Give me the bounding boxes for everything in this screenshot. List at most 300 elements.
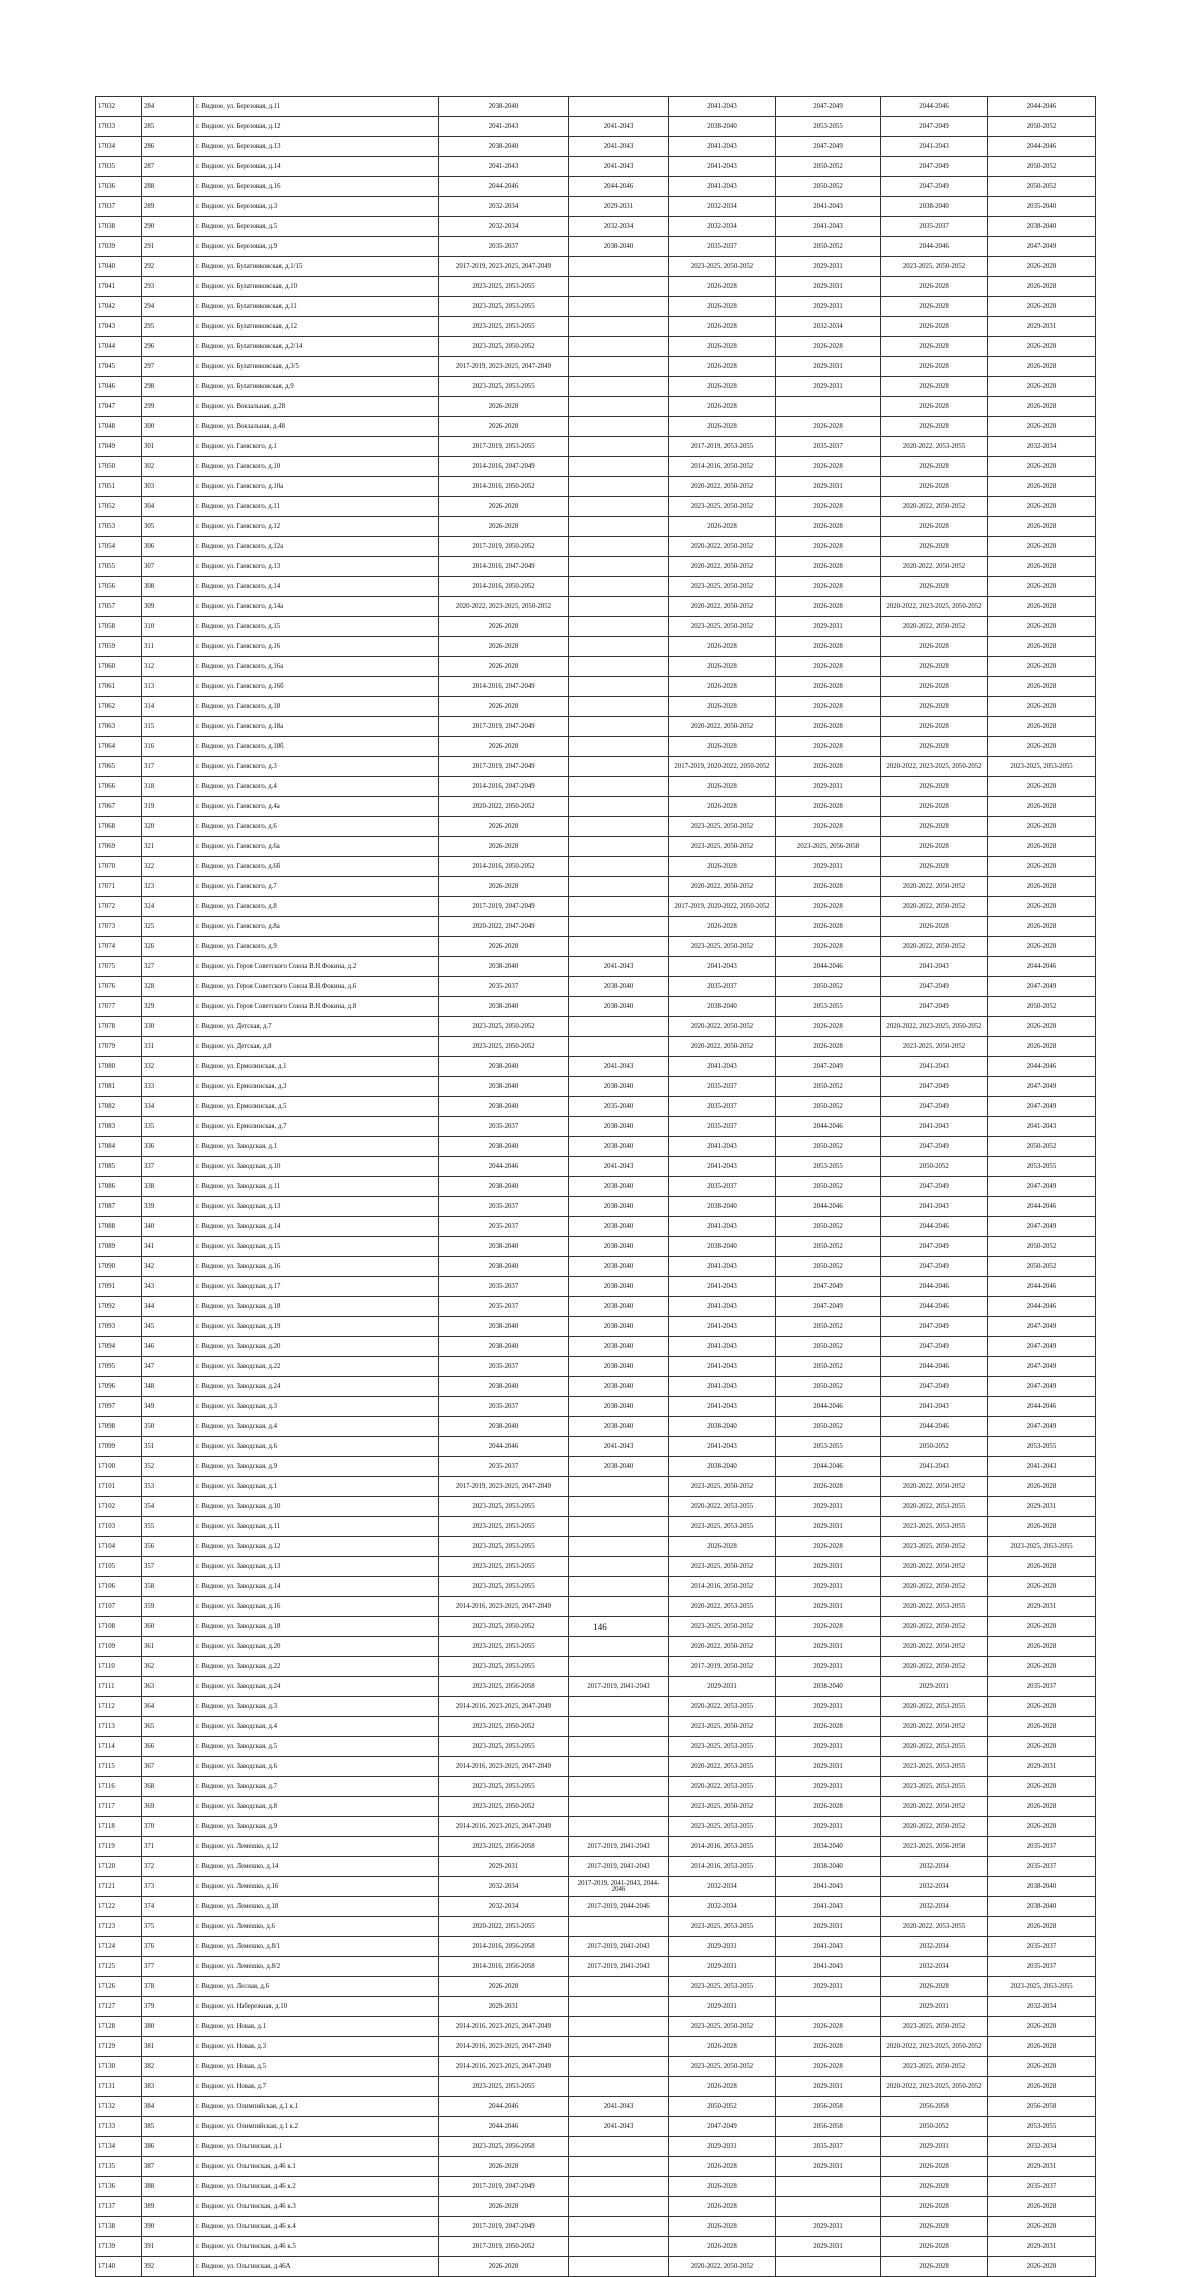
- cell-record-id: 17075: [96, 957, 142, 977]
- cell-row-number: 361: [142, 1637, 194, 1657]
- cell-period-1: 2038-2040: [439, 1337, 569, 1357]
- cell-row-number: 381: [142, 2037, 194, 2057]
- cell-address: г. Видное, ул. Булатниковская, д.9: [194, 377, 439, 397]
- cell-period-1: 2014-2016, 2023-2025, 2047-2049: [439, 1757, 569, 1777]
- cell-period-4: 2026-2028: [776, 1477, 881, 1497]
- table-row: [96, 1037, 1096, 1057]
- cell-period-3: 2041-2043: [669, 1377, 776, 1397]
- cell-period-1: 2026-2028: [439, 497, 569, 517]
- cell-period-5: 2026-2028: [881, 797, 988, 817]
- cell-period-1: 2014-2016, 2047-2049: [439, 457, 569, 477]
- table-row: [96, 1077, 1096, 1097]
- cell-period-2: [569, 2197, 669, 2217]
- table-row: [96, 997, 1096, 1017]
- cell-period-3: 2026-2028: [669, 777, 776, 797]
- cell-period-2: 2017-2019, 2041-2043, 2044-2046: [569, 1877, 669, 1897]
- cell-period-2: 2038-2040: [569, 1177, 669, 1197]
- cell-period-1: 2017-2019, 2047-2049: [439, 2177, 569, 2197]
- cell-period-5: 2026-2028: [881, 2217, 988, 2237]
- cell-period-4: 2029-2031: [776, 1657, 881, 1677]
- table-row: [96, 2177, 1096, 2197]
- table-row: [96, 577, 1096, 597]
- cell-period-6: 2026-2028: [988, 2057, 1096, 2077]
- cell-record-id: 17055: [96, 557, 142, 577]
- cell-row-number: 385: [142, 2117, 194, 2137]
- table-row: [96, 437, 1096, 457]
- cell-row-number: 326: [142, 937, 194, 957]
- cell-period-4: 2050-2052: [776, 1337, 881, 1357]
- table-row: [96, 377, 1096, 397]
- cell-period-6: 2026-2028: [988, 2197, 1096, 2217]
- cell-record-id: 17056: [96, 577, 142, 597]
- cell-period-1: 2038-2040: [439, 997, 569, 1017]
- cell-row-number: 358: [142, 1577, 194, 1597]
- cell-period-1: 2026-2028: [439, 697, 569, 717]
- cell-period-4: 2026-2028: [776, 897, 881, 917]
- cell-address: г. Видное, ул. Заводская, д.24: [194, 1677, 439, 1697]
- table-row: [96, 157, 1096, 177]
- table-row: [96, 1397, 1096, 1417]
- cell-period-4: 2029-2031: [776, 297, 881, 317]
- cell-period-5: 2032-2034: [881, 1877, 988, 1897]
- cell-period-2: [569, 357, 669, 377]
- table-row: [96, 1017, 1096, 1037]
- cell-period-4: 2026-2028: [776, 1717, 881, 1737]
- page-number: 146: [593, 1622, 607, 1632]
- cell-address: г. Видное, ул. Заводская, д.3: [194, 1397, 439, 1417]
- cell-period-5: 2020-2022, 2050-2052: [881, 877, 988, 897]
- table-row: [96, 257, 1096, 277]
- cell-record-id: 17040: [96, 257, 142, 277]
- cell-record-id: 17133: [96, 2117, 142, 2137]
- cell-record-id: 17113: [96, 1717, 142, 1737]
- table-row: [96, 457, 1096, 477]
- cell-record-id: 17038: [96, 217, 142, 237]
- cell-period-6: 2035-2037: [988, 2177, 1096, 2197]
- cell-period-6: 2050-2052: [988, 1137, 1096, 1157]
- cell-period-5: 2026-2028: [881, 2237, 988, 2257]
- cell-address: г. Видное, ул. Березовая, д.3: [194, 197, 439, 217]
- cell-period-4: 2035-2037: [776, 437, 881, 457]
- cell-period-2: [569, 817, 669, 837]
- cell-address: г. Видное, ул. Булатниковская, д.3/5: [194, 357, 439, 377]
- cell-period-2: [569, 537, 669, 557]
- cell-record-id: 17032: [96, 97, 142, 117]
- cell-period-5: 2038-2040: [881, 197, 988, 217]
- cell-row-number: 290: [142, 217, 194, 237]
- cell-period-3: 2050-2052: [669, 2097, 776, 2117]
- cell-record-id: 17043: [96, 317, 142, 337]
- cell-period-3: 2041-2043: [669, 1337, 776, 1357]
- cell-period-2: 2041-2043: [569, 2097, 669, 2117]
- cell-period-2: 2038-2040: [569, 1137, 669, 1157]
- cell-period-6: 2047-2049: [988, 1377, 1096, 1397]
- cell-period-6: 2026-2028: [988, 357, 1096, 377]
- cell-period-3: 2026-2028: [669, 637, 776, 657]
- schedule-table: [95, 96, 1096, 2277]
- cell-row-number: 306: [142, 537, 194, 557]
- cell-period-3: 2023-2025, 2050-2052: [669, 937, 776, 957]
- cell-period-1: 2017-2019, 2023-2025, 2047-2049: [439, 357, 569, 377]
- cell-period-1: 2026-2028: [439, 2257, 569, 2277]
- cell-period-3: 2041-2043: [669, 157, 776, 177]
- table-row: [96, 597, 1096, 617]
- cell-address: г. Видное, ул. Ермолинская, д.7: [194, 1117, 439, 1137]
- cell-period-3: 2041-2043: [669, 177, 776, 197]
- cell-period-5: 2056-2058: [881, 2097, 988, 2117]
- cell-record-id: 17088: [96, 1217, 142, 1237]
- cell-address: г. Видное, ул. Заводская, д.19: [194, 1317, 439, 1337]
- table-row: [96, 2217, 1096, 2237]
- cell-period-2: [569, 557, 669, 577]
- table-row: [96, 1657, 1096, 1677]
- cell-record-id: 17073: [96, 917, 142, 937]
- cell-address: г. Видное, ул. Заводская, д.4: [194, 1417, 439, 1437]
- cell-row-number: 302: [142, 457, 194, 477]
- cell-period-5: 2041-2043: [881, 137, 988, 157]
- cell-period-6: 2026-2028: [988, 277, 1096, 297]
- cell-period-2: [569, 777, 669, 797]
- cell-period-2: [569, 737, 669, 757]
- cell-period-5: 2026-2028: [881, 517, 988, 537]
- cell-record-id: 17100: [96, 1457, 142, 1477]
- cell-period-6: 2053-2055: [988, 1437, 1096, 1457]
- cell-record-id: 17063: [96, 717, 142, 737]
- cell-period-5: 2023-2025, 2053-2055: [881, 1517, 988, 1537]
- cell-row-number: 340: [142, 1217, 194, 1237]
- table-row: [96, 1277, 1096, 1297]
- cell-period-3: 2041-2043: [669, 1277, 776, 1297]
- cell-period-3: 2023-2025, 2050-2052: [669, 837, 776, 857]
- cell-period-3: 2041-2043: [669, 1057, 776, 1077]
- cell-period-5: 2026-2028: [881, 657, 988, 677]
- cell-period-2: 2038-2040: [569, 1117, 669, 1137]
- cell-period-1: 2029-2031: [439, 1857, 569, 1877]
- cell-address: г. Видное, ул. Березовая, д.13: [194, 137, 439, 157]
- cell-period-4: 2050-2052: [776, 1177, 881, 1197]
- cell-address: г. Видное, ул. Гаевского, д.9: [194, 937, 439, 957]
- cell-row-number: 313: [142, 677, 194, 697]
- cell-period-4: 2044-2046: [776, 1457, 881, 1477]
- cell-period-2: [569, 1037, 669, 1057]
- cell-address: г. Видное, ул. Заводская, д.7: [194, 1777, 439, 1797]
- cell-period-1: 2023-2025, 2050-2052: [439, 337, 569, 357]
- cell-row-number: 309: [142, 597, 194, 617]
- cell-period-2: [569, 877, 669, 897]
- cell-period-5: 2026-2028: [881, 717, 988, 737]
- table-row: [96, 697, 1096, 717]
- cell-period-3: 2032-2034: [669, 197, 776, 217]
- cell-period-6: 2026-2028: [988, 417, 1096, 437]
- cell-row-number: 362: [142, 1657, 194, 1677]
- cell-period-1: 2035-2037: [439, 1357, 569, 1377]
- cell-period-5: 2047-2049: [881, 1377, 988, 1397]
- cell-period-4: 2029-2031: [776, 2157, 881, 2177]
- cell-period-3: 2026-2028: [669, 357, 776, 377]
- cell-period-6: 2035-2040: [988, 197, 1096, 217]
- cell-row-number: 343: [142, 1277, 194, 1297]
- cell-address: г. Видное, ул. Заводская, д.14: [194, 1217, 439, 1237]
- cell-row-number: 296: [142, 337, 194, 357]
- cell-record-id: 17137: [96, 2197, 142, 2217]
- cell-period-2: 2038-2040: [569, 1457, 669, 1477]
- cell-record-id: 17116: [96, 1777, 142, 1797]
- cell-address: г. Видное, ул. Заводская, д.20: [194, 1337, 439, 1357]
- cell-row-number: 303: [142, 477, 194, 497]
- cell-record-id: 17105: [96, 1557, 142, 1577]
- cell-period-3: 2026-2028: [669, 2177, 776, 2197]
- cell-address: г. Видное, ул. Заводская, д.4: [194, 1717, 439, 1737]
- cell-period-6: 2023-2025, 2053-2055: [988, 1537, 1096, 1557]
- cell-period-4: 2029-2031: [776, 2237, 881, 2257]
- cell-period-2: [569, 1917, 669, 1937]
- cell-period-5: 2047-2049: [881, 117, 988, 137]
- cell-period-3: 2026-2028: [669, 1537, 776, 1557]
- cell-period-3: 2041-2043: [669, 1297, 776, 1317]
- cell-address: г. Видное, ул. Олимпийская, д.1 к.1: [194, 2097, 439, 2117]
- cell-period-6: 2038-2040: [988, 217, 1096, 237]
- cell-period-5: 2026-2028: [881, 917, 988, 937]
- cell-period-3: 2038-2040: [669, 1457, 776, 1477]
- cell-record-id: 17053: [96, 517, 142, 537]
- cell-row-number: 383: [142, 2077, 194, 2097]
- cell-period-6: 2026-2028: [988, 1037, 1096, 1057]
- table-row: [96, 497, 1096, 517]
- cell-record-id: 17066: [96, 777, 142, 797]
- table-row: [96, 1377, 1096, 1397]
- cell-period-3: 2035-2037: [669, 237, 776, 257]
- cell-address: г. Видное, ул. Березовая, д.16: [194, 177, 439, 197]
- cell-period-6: 2026-2028: [988, 1517, 1096, 1537]
- cell-period-1: 2023-2025, 2053-2055: [439, 317, 569, 337]
- cell-address: г. Видное, ул. Лемешко, д.8/2: [194, 1957, 439, 1977]
- cell-record-id: 17134: [96, 2137, 142, 2157]
- cell-record-id: 17077: [96, 997, 142, 1017]
- table-row: [96, 337, 1096, 357]
- cell-address: г. Видное, ул. Гаевского, д.11: [194, 497, 439, 517]
- cell-record-id: 17051: [96, 477, 142, 497]
- cell-period-5: 2020-2022, 2050-2052: [881, 1817, 988, 1837]
- cell-period-1: 2017-2019, 2047-2049: [439, 2217, 569, 2237]
- cell-period-2: [569, 797, 669, 817]
- cell-address: г. Видное, ул. Заводская, д.16: [194, 1257, 439, 1277]
- cell-period-5: 2026-2028: [881, 737, 988, 757]
- cell-period-2: [569, 1017, 669, 1037]
- cell-period-2: 2038-2040: [569, 1277, 669, 1297]
- cell-record-id: 17037: [96, 197, 142, 217]
- cell-period-3: 2026-2028: [669, 317, 776, 337]
- cell-period-1: 2023-2025, 2053-2055: [439, 277, 569, 297]
- cell-period-2: 2041-2043: [569, 957, 669, 977]
- cell-period-5: 2023-2025, 2053-2055: [881, 1777, 988, 1797]
- cell-period-6: 2026-2028: [988, 1657, 1096, 1677]
- cell-period-4: 2026-2028: [776, 657, 881, 677]
- cell-address: г. Видное, ул. Вокзальная, д.48: [194, 417, 439, 437]
- cell-period-6: 2026-2028: [988, 1017, 1096, 1037]
- cell-record-id: 17112: [96, 1697, 142, 1717]
- cell-period-6: 2026-2028: [988, 817, 1096, 837]
- cell-row-number: 335: [142, 1117, 194, 1137]
- table-row: [96, 2137, 1096, 2157]
- cell-period-5: 2020-2022, 2050-2052: [881, 1477, 988, 1497]
- cell-period-4: 2026-2028: [776, 717, 881, 737]
- cell-period-3: 2020-2022, 2050-2052: [669, 557, 776, 577]
- cell-period-2: [569, 2037, 669, 2057]
- cell-period-5: 2023-2025, 2050-2052: [881, 2057, 988, 2077]
- cell-record-id: 17054: [96, 537, 142, 557]
- table-row: [96, 817, 1096, 837]
- table-row: [96, 197, 1096, 217]
- cell-period-1: 2026-2028: [439, 937, 569, 957]
- cell-period-5: 2047-2049: [881, 1077, 988, 1097]
- table-row: [96, 397, 1096, 417]
- cell-period-6: 2026-2028: [988, 537, 1096, 557]
- cell-period-4: 2026-2028: [776, 577, 881, 597]
- cell-record-id: 17034: [96, 137, 142, 157]
- cell-period-1: 2032-2034: [439, 1877, 569, 1897]
- cell-period-4: 2026-2028: [776, 737, 881, 757]
- table-row: [96, 1977, 1096, 1997]
- cell-period-1: 2038-2040: [439, 1317, 569, 1337]
- cell-row-number: 292: [142, 257, 194, 277]
- cell-period-1: 2017-2019, 2023-2025, 2047-2049: [439, 1477, 569, 1497]
- schedule-table-body: [96, 97, 1096, 2277]
- cell-period-6: 2044-2046: [988, 137, 1096, 157]
- cell-period-1: 2020-2022, 2050-2052: [439, 797, 569, 817]
- table-row: [96, 1157, 1096, 1177]
- cell-address: г. Видное, ул. Героя Советского Союза В.Н.Фокина, д.8: [194, 997, 439, 1017]
- cell-address: г. Видное, ул. Булатниковская, д.10: [194, 277, 439, 297]
- cell-period-6: 2026-2028: [988, 737, 1096, 757]
- cell-period-6: 2050-2052: [988, 117, 1096, 137]
- cell-period-5: 2020-2022, 2023-2025, 2050-2052: [881, 757, 988, 777]
- cell-period-5: 2026-2028: [881, 817, 988, 837]
- cell-period-2: 2035-2040: [569, 1097, 669, 1117]
- cell-period-2: [569, 717, 669, 737]
- cell-address: г. Видное, ул. Заводская, д.24: [194, 1377, 439, 1397]
- cell-address: г. Видное, ул. Ермолинская, д.3: [194, 1077, 439, 1097]
- cell-address: г. Видное, ул. Заводская, д.6: [194, 1437, 439, 1457]
- cell-period-3: 2020-2022, 2053-2055: [669, 1777, 776, 1797]
- cell-record-id: 17131: [96, 2077, 142, 2097]
- cell-period-3: 2029-2031: [669, 1957, 776, 1977]
- cell-period-1: 2041-2043: [439, 117, 569, 137]
- cell-period-4: 2029-2031: [776, 1737, 881, 1757]
- cell-address: г. Видное, ул. Булатниковская, д.2/14: [194, 337, 439, 357]
- cell-record-id: 17082: [96, 1097, 142, 1117]
- cell-address: г. Видное, ул. Гаевского, д.14а: [194, 597, 439, 617]
- cell-record-id: 17093: [96, 1317, 142, 1337]
- table-row: [96, 1717, 1096, 1737]
- cell-period-3: 2026-2028: [669, 377, 776, 397]
- cell-period-6: 2026-2028: [988, 497, 1096, 517]
- cell-record-id: 17079: [96, 1037, 142, 1057]
- cell-record-id: 17076: [96, 977, 142, 997]
- cell-period-5: 2029-2031: [881, 1677, 988, 1697]
- cell-period-4: 2026-2028: [776, 337, 881, 357]
- cell-period-5: 2047-2049: [881, 1337, 988, 1357]
- cell-record-id: 17130: [96, 2057, 142, 2077]
- cell-period-6: 2026-2028: [988, 2017, 1096, 2037]
- cell-period-3: 2020-2022, 2050-2052: [669, 717, 776, 737]
- cell-address: г. Видное, ул. Гаевского, д.18б: [194, 737, 439, 757]
- cell-period-5: 2032-2034: [881, 1897, 988, 1917]
- cell-record-id: 17041: [96, 277, 142, 297]
- table-row: [96, 517, 1096, 537]
- cell-period-2: [569, 457, 669, 477]
- cell-period-2: 2017-2019, 2044-2046: [569, 1897, 669, 1917]
- cell-period-6: 2044-2046: [988, 1057, 1096, 1077]
- cell-period-5: 2026-2028: [881, 2157, 988, 2177]
- cell-period-4: 2041-2043: [776, 1897, 881, 1917]
- cell-period-6: 2026-2028: [988, 717, 1096, 737]
- cell-period-6: 2044-2046: [988, 1397, 1096, 1417]
- cell-period-4: 2026-2028: [776, 677, 881, 697]
- cell-address: г. Видное, ул. Заводская, д.18: [194, 1617, 439, 1637]
- cell-period-1: 2035-2037: [439, 1397, 569, 1417]
- cell-row-number: 370: [142, 1817, 194, 1837]
- cell-address: г. Видное, ул. Лемешко, д.6: [194, 1917, 439, 1937]
- cell-period-1: 2023-2025, 2050-2052: [439, 1797, 569, 1817]
- cell-period-2: [569, 1477, 669, 1497]
- table-row: [96, 2237, 1096, 2257]
- cell-period-5: 2020-2022, 2050-2052: [881, 557, 988, 577]
- table-row: [96, 1897, 1096, 1917]
- cell-address: г. Видное, ул. Гаевского, д.13: [194, 557, 439, 577]
- cell-period-1: 2038-2040: [439, 1237, 569, 1257]
- cell-address: г. Видное, ул. Ольгинская, д.46 к.4: [194, 2217, 439, 2237]
- cell-record-id: 17071: [96, 877, 142, 897]
- cell-row-number: 373: [142, 1877, 194, 1897]
- table-row: [96, 1177, 1096, 1197]
- cell-period-1: 2038-2040: [439, 1177, 569, 1197]
- cell-period-4: 2053-2055: [776, 1437, 881, 1457]
- cell-period-2: [569, 1697, 669, 1717]
- cell-record-id: 17069: [96, 837, 142, 857]
- cell-address: г. Видное, ул. Заводская, д.6: [194, 1757, 439, 1777]
- cell-period-2: [569, 677, 669, 697]
- cell-period-1: 2035-2037: [439, 1197, 569, 1217]
- cell-period-3: 2026-2028: [669, 2077, 776, 2097]
- cell-address: г. Видное, ул. Заводская, д.1: [194, 1477, 439, 1497]
- cell-record-id: 17039: [96, 237, 142, 257]
- cell-period-6: 2029-2031: [988, 1757, 1096, 1777]
- cell-period-4: 2041-2043: [776, 197, 881, 217]
- cell-period-1: 2023-2025, 2053-2055: [439, 1537, 569, 1557]
- cell-period-3: 2035-2037: [669, 1117, 776, 1137]
- cell-address: г. Видное, ул. Набережная, д.10: [194, 1997, 439, 2017]
- cell-period-1: 2044-2046: [439, 1437, 569, 1457]
- cell-record-id: 17046: [96, 377, 142, 397]
- cell-period-5: 2047-2049: [881, 1177, 988, 1197]
- cell-period-1: 2020-2022, 2053-2055: [439, 1917, 569, 1937]
- cell-period-3: 2029-2031: [669, 1937, 776, 1957]
- cell-period-1: 2023-2025, 2056-2058: [439, 2137, 569, 2157]
- table-row: [96, 1637, 1096, 1657]
- cell-period-1: 2044-2046: [439, 177, 569, 197]
- cell-period-6: 2026-2028: [988, 297, 1096, 317]
- cell-period-4: 2026-2028: [776, 417, 881, 437]
- cell-row-number: 293: [142, 277, 194, 297]
- cell-period-5: 2050-2052: [881, 2117, 988, 2137]
- cell-row-number: 351: [142, 1437, 194, 1457]
- table-row: [96, 1417, 1096, 1437]
- cell-period-4: 2026-2028: [776, 557, 881, 577]
- cell-period-5: 2020-2022, 2050-2052: [881, 617, 988, 637]
- cell-period-5: 2020-2022, 2050-2052: [881, 1617, 988, 1637]
- cell-record-id: 17098: [96, 1417, 142, 1437]
- cell-period-5: 2044-2046: [881, 1217, 988, 1237]
